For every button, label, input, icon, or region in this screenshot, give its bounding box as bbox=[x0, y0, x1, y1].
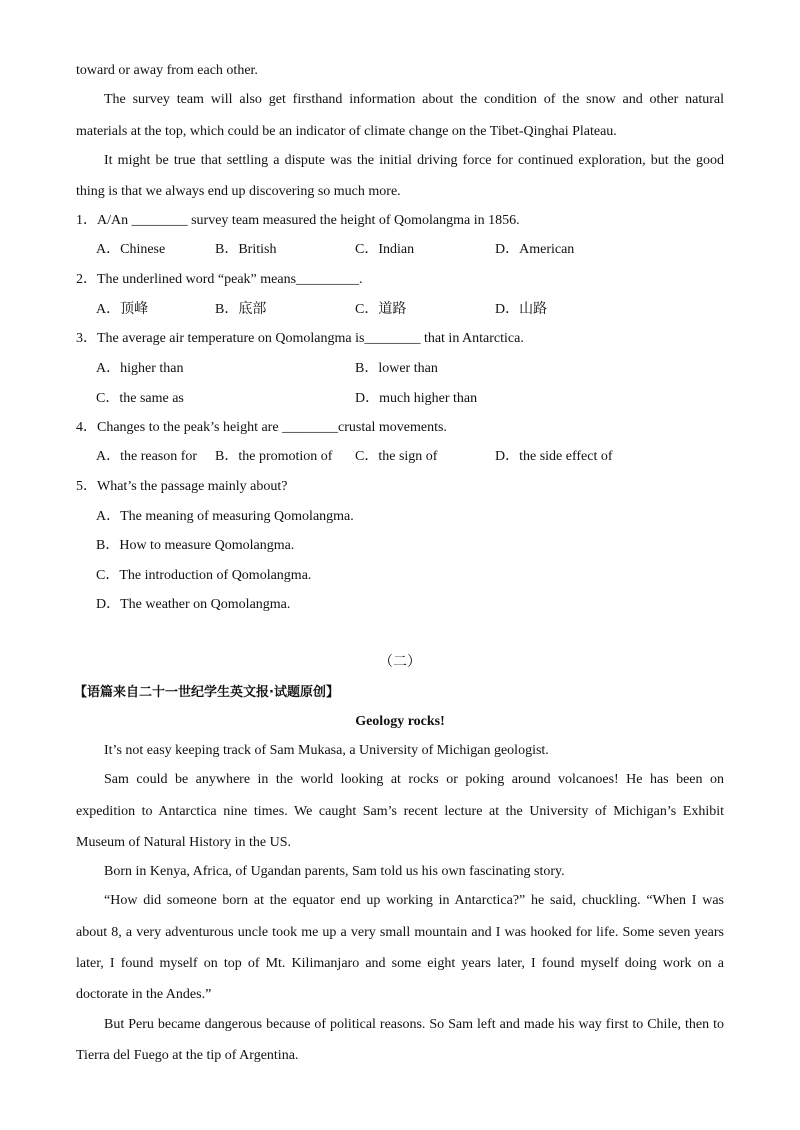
question-2-option-a: A．顶峰 bbox=[96, 302, 149, 317]
question-2-option-d: D．山路 bbox=[495, 302, 548, 317]
question-stem-4: 4．Changes to the peak’s height are ________crustal movements. bbox=[76, 420, 447, 435]
question-4-option-b: B．the promotion of bbox=[215, 449, 333, 464]
question-3-option-b: B．lower than bbox=[355, 361, 438, 376]
passage-title: Geology rocks! bbox=[355, 714, 445, 729]
paragraph-line: Museum of Natural History in the US. bbox=[76, 835, 292, 850]
question-4-option-a: A．the reason for bbox=[96, 449, 198, 464]
paragraph-line: thing is that we always end up discovering so much more. bbox=[76, 184, 401, 199]
question-1-option-c: C．Indian bbox=[355, 242, 415, 257]
question-1-option-a: A．Chinese bbox=[96, 242, 166, 257]
question-5-option-a: A．The meaning of measuring Qomolangma. bbox=[96, 509, 354, 524]
question-2-option-b: B．底部 bbox=[215, 302, 267, 317]
document-page bbox=[76, 0, 724, 1130]
paragraph-line: Tierra del Fuego at the tip of Argentina. bbox=[76, 1048, 299, 1063]
question-5-option-b: B．How to measure Qomolangma. bbox=[96, 538, 295, 553]
question-5-option-c: C．The introduction of Qomolangma. bbox=[96, 568, 312, 583]
question-stem-2: 2．The underlined word “peak” means_________. bbox=[76, 272, 363, 287]
paragraph-line: It’s not easy keeping track of Sam Mukasa, a University of Michigan geologist. bbox=[104, 743, 549, 758]
paragraph-line: about 8, a very adventurous uncle took me up a very small mountain and I was hooked for life. Some seven years bbox=[76, 925, 724, 940]
paragraph-line: It might be true that settling a dispute was the initial driving force for continued exploration, but the good bbox=[104, 153, 724, 168]
question-3-option-d: D．much higher than bbox=[355, 391, 478, 406]
question-4-option-d: D．the side effect of bbox=[495, 449, 613, 464]
question-3-option-a: A．higher than bbox=[96, 361, 184, 376]
question-5-option-d: D．The weather on Qomolangma. bbox=[96, 597, 291, 612]
source-note: 【语篇来自二十一世纪学生英文报·试题原创】 bbox=[74, 685, 339, 700]
question-stem-5: 5．What’s the passage mainly about? bbox=[76, 479, 288, 494]
paragraph-line: The survey team will also get firsthand information about the condition of the snow and other natural bbox=[104, 92, 724, 107]
question-4-option-c: C．the sign of bbox=[355, 449, 438, 464]
paragraph-line: “How did someone born at the equator end up working in Antarctica?” he said, chuckling. “When I was bbox=[104, 893, 724, 908]
question-2-option-c: C．道路 bbox=[355, 302, 407, 317]
paragraph-line: expedition to Antarctica nine times. We caught Sam’s recent lecture at the University of Michigan’s Exhibit bbox=[76, 804, 724, 819]
paragraph-line: materials at the top, which could be an indicator of climate change on the Tibet-Qinghai Plateau. bbox=[76, 124, 617, 139]
paragraph-line: But Peru became dangerous because of political reasons. So Sam left and made his way first to Chile, then to bbox=[104, 1017, 724, 1032]
paragraph-line: Sam could be anywhere in the world looking at rocks or poking around volcanoes! He has been on bbox=[104, 772, 724, 787]
section-number: （二） bbox=[379, 655, 421, 670]
question-1-option-b: B．British bbox=[215, 242, 277, 257]
question-stem-3: 3．The average air temperature on Qomolangma is________ that in Antarctica. bbox=[76, 331, 524, 346]
question-3-option-c: C．the same as bbox=[96, 391, 184, 406]
paragraph-line: toward or away from each other. bbox=[76, 63, 258, 78]
paragraph-line: Born in Kenya, Africa, of Ugandan parents, Sam told us his own fascinating story. bbox=[104, 864, 565, 879]
question-1-option-d: D．American bbox=[495, 242, 575, 257]
paragraph-line: later, I found myself on top of Mt. Kilimanjaro and some eight years later, I found myself doing work on a bbox=[76, 956, 724, 971]
paragraph-line: doctorate in the Andes.” bbox=[76, 987, 212, 1002]
question-stem-1: 1．A/An ________ survey team measured the height of Qomolangma in 1856. bbox=[76, 213, 520, 228]
